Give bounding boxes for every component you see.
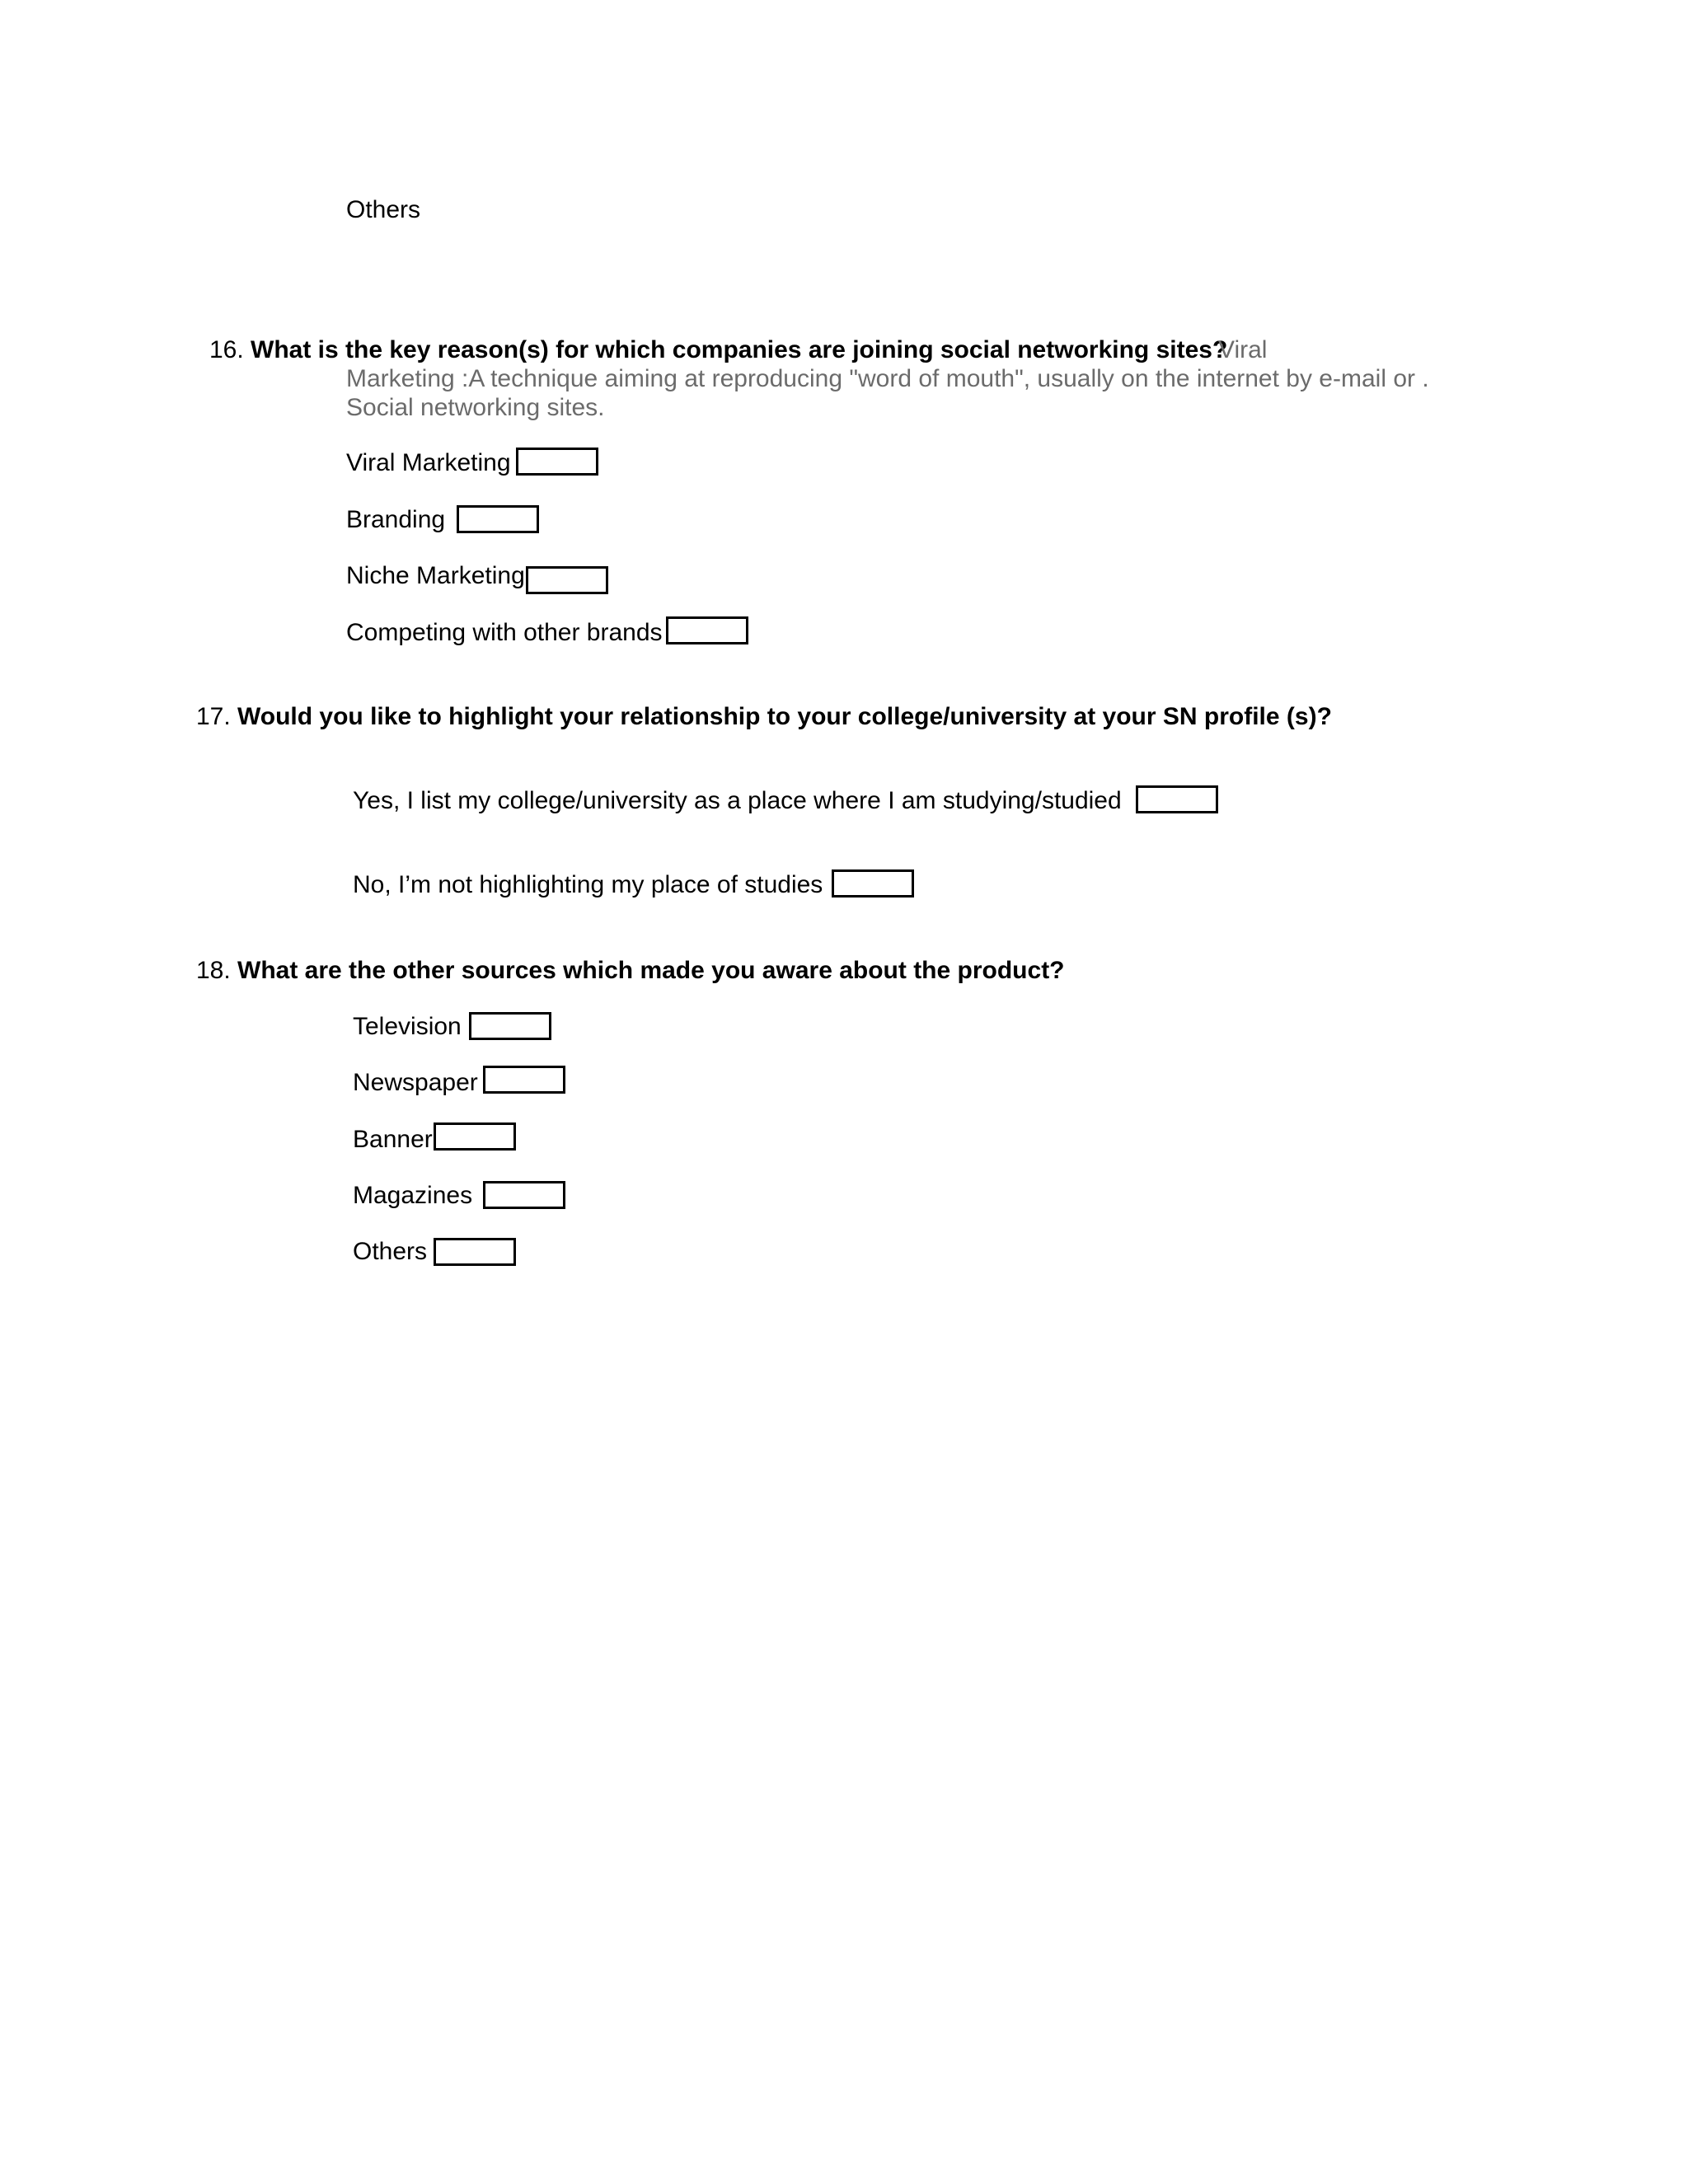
option-label-no-not-highlighting: No, I’m not highlighting my place of studies xyxy=(353,871,823,898)
option-label-magazines: Magazines xyxy=(353,1182,473,1209)
question-16-text: What is the key reason(s) for which companies are joining social networking sites? xyxy=(251,336,1228,363)
option-label-others: Others xyxy=(353,1238,428,1265)
option-label-niche-marketing: Niche Marketing xyxy=(346,562,525,589)
option-label-yes-list-college: Yes, I list my college/university as a place where I am studying/studied xyxy=(353,787,1122,814)
checkbox-newspaper[interactable] xyxy=(483,1066,565,1094)
checkbox-no-not-highlighting[interactable] xyxy=(832,869,914,898)
question-16-number: 16. xyxy=(209,336,244,363)
checkbox-magazines[interactable] xyxy=(483,1181,565,1209)
question-17-text: Would you like to highlight your relationship to your college/university at your SN profile (s)? xyxy=(237,703,1332,730)
checkbox-television[interactable] xyxy=(469,1012,551,1040)
option-label-viral-marketing: Viral Marketing xyxy=(346,449,511,476)
checkbox-banner[interactable] xyxy=(434,1122,516,1151)
question-18-text: What are the other sources which made you aware about the product? xyxy=(237,957,1065,984)
question-17-number: 17. xyxy=(196,703,231,730)
checkbox-yes-list-college[interactable] xyxy=(1136,785,1218,813)
option-label-competing-with-other-brands: Competing with other brands xyxy=(346,619,663,646)
option-label-newspaper: Newspaper xyxy=(353,1069,478,1096)
checkbox-competing-with-other-brands[interactable] xyxy=(666,616,748,644)
checkbox-branding[interactable] xyxy=(457,505,539,533)
question-16-note-line-1: Viral xyxy=(1218,336,1268,363)
checkbox-niche-marketing[interactable] xyxy=(526,566,608,594)
question-18-number: 18. xyxy=(196,957,231,984)
checkbox-viral-marketing[interactable] xyxy=(516,448,598,476)
question-16-note-line-3: Social networking sites. xyxy=(346,394,605,421)
option-label-television: Television xyxy=(353,1013,462,1040)
checkbox-others[interactable] xyxy=(434,1238,516,1266)
question-16-note-line-2: Marketing :A technique aiming at reproducing "word of mouth", usually on the internet by e-mail or . xyxy=(346,365,1429,392)
option-label-banner: Banner xyxy=(353,1126,433,1153)
option-label-branding: Branding xyxy=(346,506,446,533)
previous-question-option-label: Others xyxy=(346,196,421,223)
